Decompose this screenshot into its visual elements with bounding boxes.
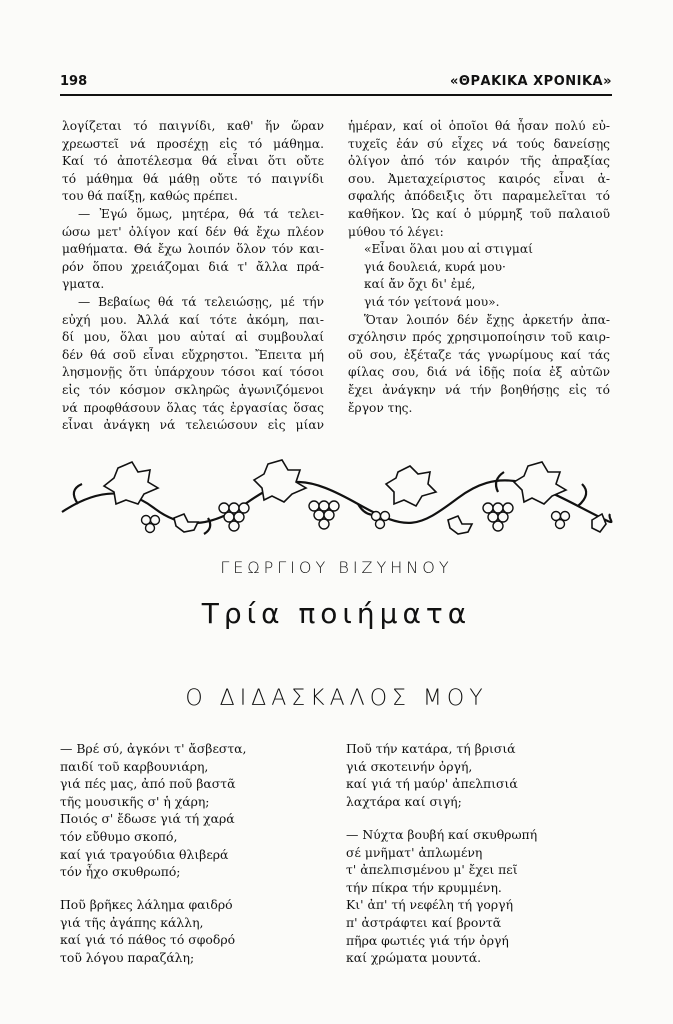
poem-title: Ο ΔΙΔΑΣΚΑΛΟΣ ΜΟΥ bbox=[185, 686, 488, 711]
prose-column-left bbox=[62, 118, 324, 435]
prose-column-right bbox=[348, 118, 610, 417]
prose-line: σφαλής ἀπόδειξις ὅτι παραμελεῖται τό bbox=[348, 189, 610, 204]
verse-line: τόν ἦχο σκυθρωπό; bbox=[60, 864, 181, 880]
prose-line: λησμονῇς ὅτι ὑπάρχουν τόσοι καί τόσοι bbox=[62, 365, 324, 380]
prose-line: εἰς τόν κόσμον σκληρῶς ἀγωνιζόμενοι bbox=[62, 382, 324, 397]
running-title: «ΘΡΑΚΙΚΑ ΧΡΟΝΙΚΑ» bbox=[450, 74, 612, 89]
verse-line: σέ μνῆματ' ἀπλωμένη bbox=[346, 844, 483, 860]
verse-line: καί γιά τή μαύρ' ἀπελπισιά bbox=[346, 776, 518, 792]
prose-line: του θά παίξῃ, καθώς πρέπει. bbox=[62, 189, 238, 204]
prose-line: γιά τόν γείτονά μου». bbox=[364, 294, 500, 309]
prose-line: δέν θά σοῦ εἶναι εὔχρηστοι. Ἔπειτα μή bbox=[62, 347, 324, 362]
verse-line: καί γιά τό πάθος τό σφοδρό bbox=[60, 932, 236, 948]
verse-line: λαχτάρα καί σιγή; bbox=[346, 793, 462, 809]
verse-line: π' ἀστράφτει καί βροντᾶ bbox=[346, 914, 502, 930]
verse-line: καί γιά τραγούδια θλιβερά bbox=[60, 846, 229, 862]
prose-line: — Ἐγώ ὅμως, μητέρα, θά τά τελει- bbox=[78, 206, 324, 221]
prose-line: καθῆκον. Ὡς καί ὁ μύρμηξ τοῦ παλαιοῦ bbox=[348, 206, 610, 221]
verse-line: τήν πίκρα τήν κρυμμένη. bbox=[346, 879, 502, 895]
prose-line: ἔχει ἀνάγκην νά τήν βοηθήσῃς εἰς τό bbox=[348, 382, 610, 397]
verse-line: πῆρα φωτιές γιά τήν ὀργή bbox=[346, 932, 509, 948]
verse-line: — Νύχτα βουβή καί σκυθρωπή bbox=[346, 827, 538, 842]
prose-line: ἔργον της. bbox=[348, 400, 413, 415]
prose-line: καί ἄν ὄχι δι' ἐμέ, bbox=[364, 277, 476, 292]
verse-line: τῆς μουσικῆς σ' ἡ χάρη; bbox=[60, 793, 210, 809]
prose-line: τυχεῖς ἐάν σύ εἶχες νά τούς δανείσῃς bbox=[348, 136, 610, 151]
verse-line: τ' ἀπελπισμένου μ' ἔχει πεῖ bbox=[346, 862, 518, 878]
running-header bbox=[60, 72, 612, 96]
verse-line: Ποῦ τήν κατάρα, τή βρισιά bbox=[346, 741, 516, 756]
prose-line: χρεωστεῖ νά προσέχῃ εἰς τό μάθημα. bbox=[62, 136, 324, 151]
verse-line: Ποῦ βρῆκες λάλημα φαιδρό bbox=[60, 897, 233, 912]
stanza-1 bbox=[60, 740, 246, 881]
prose-line: γιά δουλειά, κυρά μου· bbox=[364, 259, 506, 274]
prose-line: γματα. bbox=[62, 277, 105, 292]
verse-line: γιά σκοτεινήν ὀργή, bbox=[346, 758, 473, 774]
prose-line: λογίζεται τό παιγνίδι, καθ' ἥν ὥραν bbox=[62, 119, 324, 133]
prose-line: μύθου τό λέγει: bbox=[348, 224, 444, 239]
poem-author: ΓΕΩΡΓΙΟΥ ΒΙΖΥΗΝΟΥ bbox=[220, 558, 453, 577]
prose-line: Ὅταν λοιπόν δέν ἔχῃς ἀρκετήν ἀπα- bbox=[364, 312, 610, 327]
prose-line: σου. Ἀμεταχείριστος καιρός εἶναι ἀ- bbox=[348, 171, 610, 186]
prose-line: τό μάθημα θά μάθῃ οὔτε τό παιγνίδι bbox=[62, 171, 324, 186]
page-number: 198 bbox=[60, 74, 88, 89]
prose-line: φίλας σου, διά νά ἰδῇς ποία ἐξ αὐτῶν bbox=[348, 365, 610, 380]
grapevine-ornament-icon bbox=[58, 458, 614, 538]
verse-line: — Βρέ σύ, ἀγκόνι τ' ἄσβεστα, bbox=[60, 741, 247, 756]
stanza-2 bbox=[60, 896, 235, 966]
verse-line: παιδί τοῦ καρβουνιάρη, bbox=[60, 758, 209, 774]
prose-line: εὐχή μου. Ἀλλά καί τότε ἀκόμη, παι- bbox=[62, 312, 324, 327]
verse-line: τόν εὔθυμο σκοπό, bbox=[60, 828, 178, 844]
prose-line: — Βεβαίως θά τά τελειώσῃς, μέ τήν bbox=[78, 294, 324, 309]
prose-line: δί μου, ὅλαι μου αὐταί αἱ συμβουλαί bbox=[62, 330, 324, 345]
prose-line: σχόλησιν πρός χρησιμοποίησιν τοῦ καιρ- bbox=[348, 330, 610, 345]
stanza-3 bbox=[346, 740, 518, 810]
verse-line: τοῦ λόγου παραζάλη; bbox=[60, 949, 195, 965]
prose-line: ώσω μετ' ὀλίγον καί δέν θά ἔχω πλέον bbox=[62, 224, 324, 239]
prose-line: οῦ σου, ἐξέταζε τάς γνωρίμους καί τάς bbox=[348, 347, 610, 362]
prose-line: «Εἶναι ὅλαι μου αἱ στιγμαί bbox=[364, 242, 533, 257]
verse-line: γιά τῆς ἀγάπης κάλλη, bbox=[60, 914, 204, 930]
prose-line: ὀλίγον ἀπό τόν καιρόν τῆς ἀπραξίας bbox=[348, 154, 610, 169]
prose-line: εἶναι ἀνάγκη νά τελειώσουν εἰς μίαν bbox=[62, 418, 324, 433]
prose-line: νά προφθάσουν ὅλας τάς ἐργασίας ὅσας bbox=[62, 400, 324, 415]
verse-line: καί χρώματα μουντά. bbox=[346, 950, 482, 966]
prose-line: Καί τό ἀποτέλεσμα θά εἶναι ὅτι οὔτε bbox=[62, 154, 324, 169]
prose-line: ρόν ὅπου χρειάζομαι διά τ' ἄλλα πρά- bbox=[62, 259, 324, 274]
prose-line: μαθήματα. Θά ἔχω λοιπόν ὅλον τόν και- bbox=[62, 242, 324, 257]
section-title: Τρία ποιήματα bbox=[201, 597, 472, 630]
verse-line: Ποιός σ' ἔδωσε γιά τή χαρά bbox=[60, 811, 235, 827]
verse-line: γιά πές μας, ἀπό ποῦ βαστᾶ bbox=[60, 776, 236, 792]
prose-line: ἡμέραν, καί οἱ ὁποῖοι θά ἦσαν πολύ εὐ- bbox=[348, 119, 610, 133]
stanza-4 bbox=[346, 826, 537, 967]
verse-line: Κι' ἀπ' τή νεφέλη τή γοργή bbox=[346, 897, 513, 913]
